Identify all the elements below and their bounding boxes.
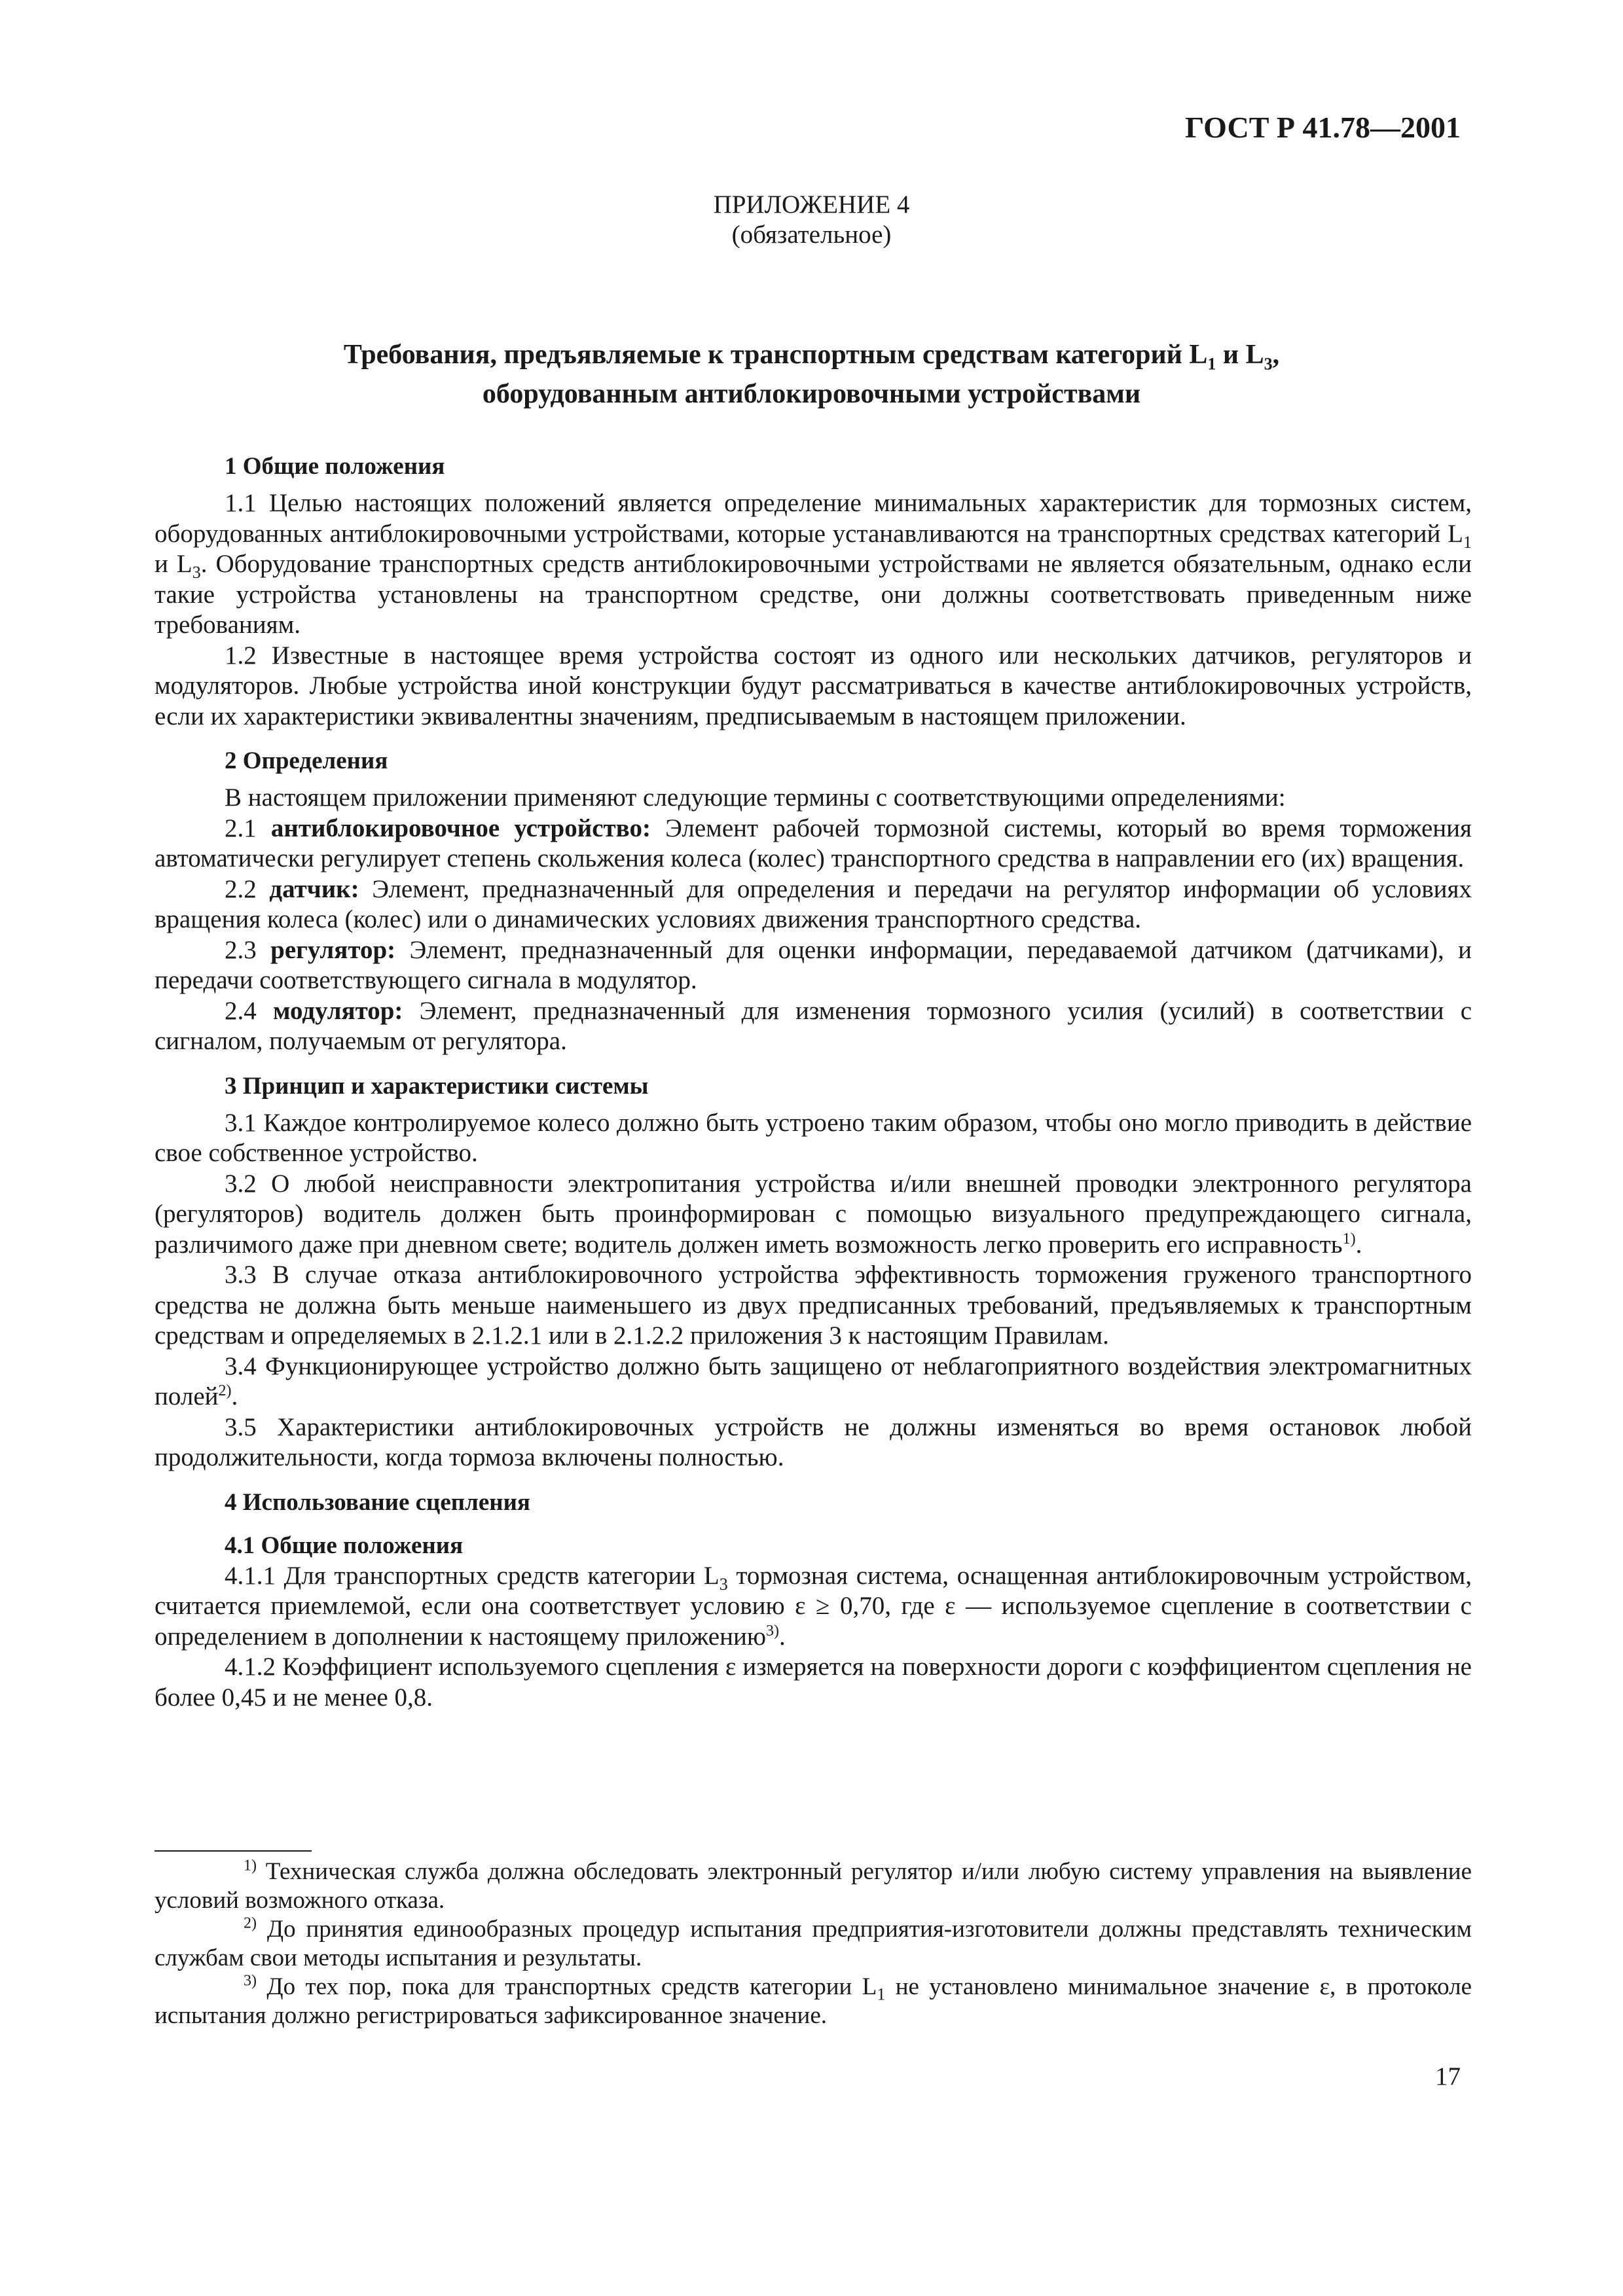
paragraph-4-1-1: 4.1.1 Для транспортных средств категории $L_3$ тормозная система, оснащенная антиблокировочным устройством, считается приемлемой, если она соответствует условию ε ≥ 0,70, где ε — используемое сцепление в соответствии с определением в дополнении к настоящему приложению$^{3)}$.	[155, 1561, 1472, 1651]
term-controller: регулятор:	[270, 935, 396, 964]
paragraph-2-intro: В настоящем приложении применяют следующие термины с соответствующими определениями:	[225, 783, 1286, 812]
footnote-ref-1: 1)	[1342, 1230, 1356, 1247]
definition-2-3: 2.3 регулятор: Элемент, предназначенный для оценки информации, передаваемой датчиком (датчиками), и передачи соответствующего сигнала в модулятор.	[155, 935, 1472, 994]
footnote-ref-3: 3)	[765, 1622, 779, 1640]
appendix-label: ПРИЛОЖЕНИЕ 4	[713, 190, 910, 219]
definition-2-4: 2.4 модулятор: Элемент, предназначенный для изменения тормозного усилия (усилий) в соответствии с сигналом, получаемым от регулятора.	[155, 996, 1472, 1055]
footnote-ref-2: 2)	[218, 1382, 232, 1399]
definition-2-2: 2.2 датчик: Элемент, предназначенный для определения и передачи на регулятор информации об условиях вращения колеса (колес) или о динамических условиях движения транспортного средства.	[155, 874, 1472, 933]
section-1-heading: 1 Общие положения	[225, 453, 445, 480]
definition-2-1: 2.1 антиблокировочное устройство: Элемент рабочей тормозной системы, который во время торможения автоматически регулирует степень скольжения колеса (колес) транспортного средства в направлении его (их) вращения.	[155, 814, 1472, 872]
document-code: ГОСТ Р 41.78—2001	[1185, 111, 1461, 144]
paragraph-3-3: 3.3 В случае отказа антиблокировочного устройства эффективность торможения груженого транспортного средства не должна быть меньше наименьшего из двух предписанных требований, предъявляемых к транспортным средствам и определяемых в 2.1.2.1 или в 2.1.2.2 приложения 3 к настоящим Правилам.	[155, 1261, 1472, 1350]
term-sensor: датчик:	[269, 874, 359, 903]
paragraph-3-1: 3.1 Каждое контролируемое колесо должно быть устроено таким образом, чтобы оно могло приводить в действие свое собственное устройство.	[155, 1108, 1472, 1167]
page-number: 17	[1435, 2062, 1461, 2090]
footnotes	[155, 1857, 1472, 2030]
appendix-heading	[0, 190, 1623, 250]
section-2-heading: 2 Определения	[225, 747, 388, 774]
term-abs-device: антиблокировочное устройство:	[270, 814, 651, 842]
footnote-divider	[155, 1850, 312, 1852]
paragraph-3-4: 3.4 Функционирующее устройство должно быть защищено от неблагоприятного воздействия электромагнитных полей$^{2)}$.	[155, 1352, 1472, 1410]
term-modulator: модулятор:	[272, 996, 403, 1025]
appendix-status: (обязательное)	[731, 221, 892, 249]
footnote-2: $^{2)}$ До принятия единообразных процедур испытания предприятия-изготовители должны представлять техническим службам свои методы испытания и результаты.	[155, 1914, 1472, 1971]
paragraph-4-1-2: 4.1.2 Коэффициент используемого сцепления ε измеряется на поверхности дороги с коэффициентом сцепления не более 0,45 и не менее 0,8.	[155, 1653, 1472, 1712]
paragraph-1-2: 1.2 Известные в настоящее время устройства состоят из одного или нескольких датчиков, регуляторов и модуляторов. Любые устройства иной конструкции будут рассматриваться в качестве антиблокировочных устройств, если их характеристики эквивалентны значениям, предписываемым в настоящем приложении.	[155, 641, 1472, 730]
paragraph-3-2: 3.2 О любой неисправности электропитания устройства и/или внешней проводки электронного регулятора (регуляторов) водитель должен быть проинформирован с помощью визуального предупреждающего сигнала, различимого даже при дневном свете; водитель должен иметь возможность легко проверить его исправность$^{1)}$.	[155, 1169, 1472, 1259]
footnote-1: $^{1)}$ Техническая служба должна обследовать электронный регулятор и/или любую систему управления на выявление условий возможного отказа.	[155, 1857, 1472, 1914]
footnote-3: $^{3)}$ До тех пор, пока для транспортных средств категории $L_1$ не установлено минимальное значение ε, в протоколе испытания должно регистрироваться зафиксированное значение.	[155, 1972, 1472, 2029]
title-line-2: оборудованным антиблокировочными устройствами	[482, 379, 1141, 409]
section-4-heading: 4 Использование сцепления	[225, 1488, 530, 1516]
document-title	[0, 335, 1623, 414]
document-body	[155, 452, 1472, 1713]
paragraph-3-5: 3.5 Характеристики антиблокировочных устройств не должны изменяться во время остановок любой продолжительности, когда тормоза включены полностью.	[155, 1412, 1472, 1471]
paragraph-1-1: 1.1 Целью настоящих положений является определение минимальных характеристик для тормозных систем, оборудованных антиблокировочными устройствами, которые устанавливаются на транспортных средствах категорий $L_1$ и $L_3$. Оборудование транспортных средств антиблокировочными устройствами не является обязательным, однако если такие устройства установлены на транспортном средстве, они должны соответствовать приведенным ниже требованиям.	[155, 489, 1472, 639]
subsection-4-1-heading: 4.1 Общие положения	[225, 1532, 464, 1559]
title-line-1: Требования, предъявляемые к транспортным средствам категорий $L_1$ и $L_3$,	[343, 340, 1280, 374]
section-3-heading: 3 Принцип и характеристики системы	[225, 1072, 649, 1100]
